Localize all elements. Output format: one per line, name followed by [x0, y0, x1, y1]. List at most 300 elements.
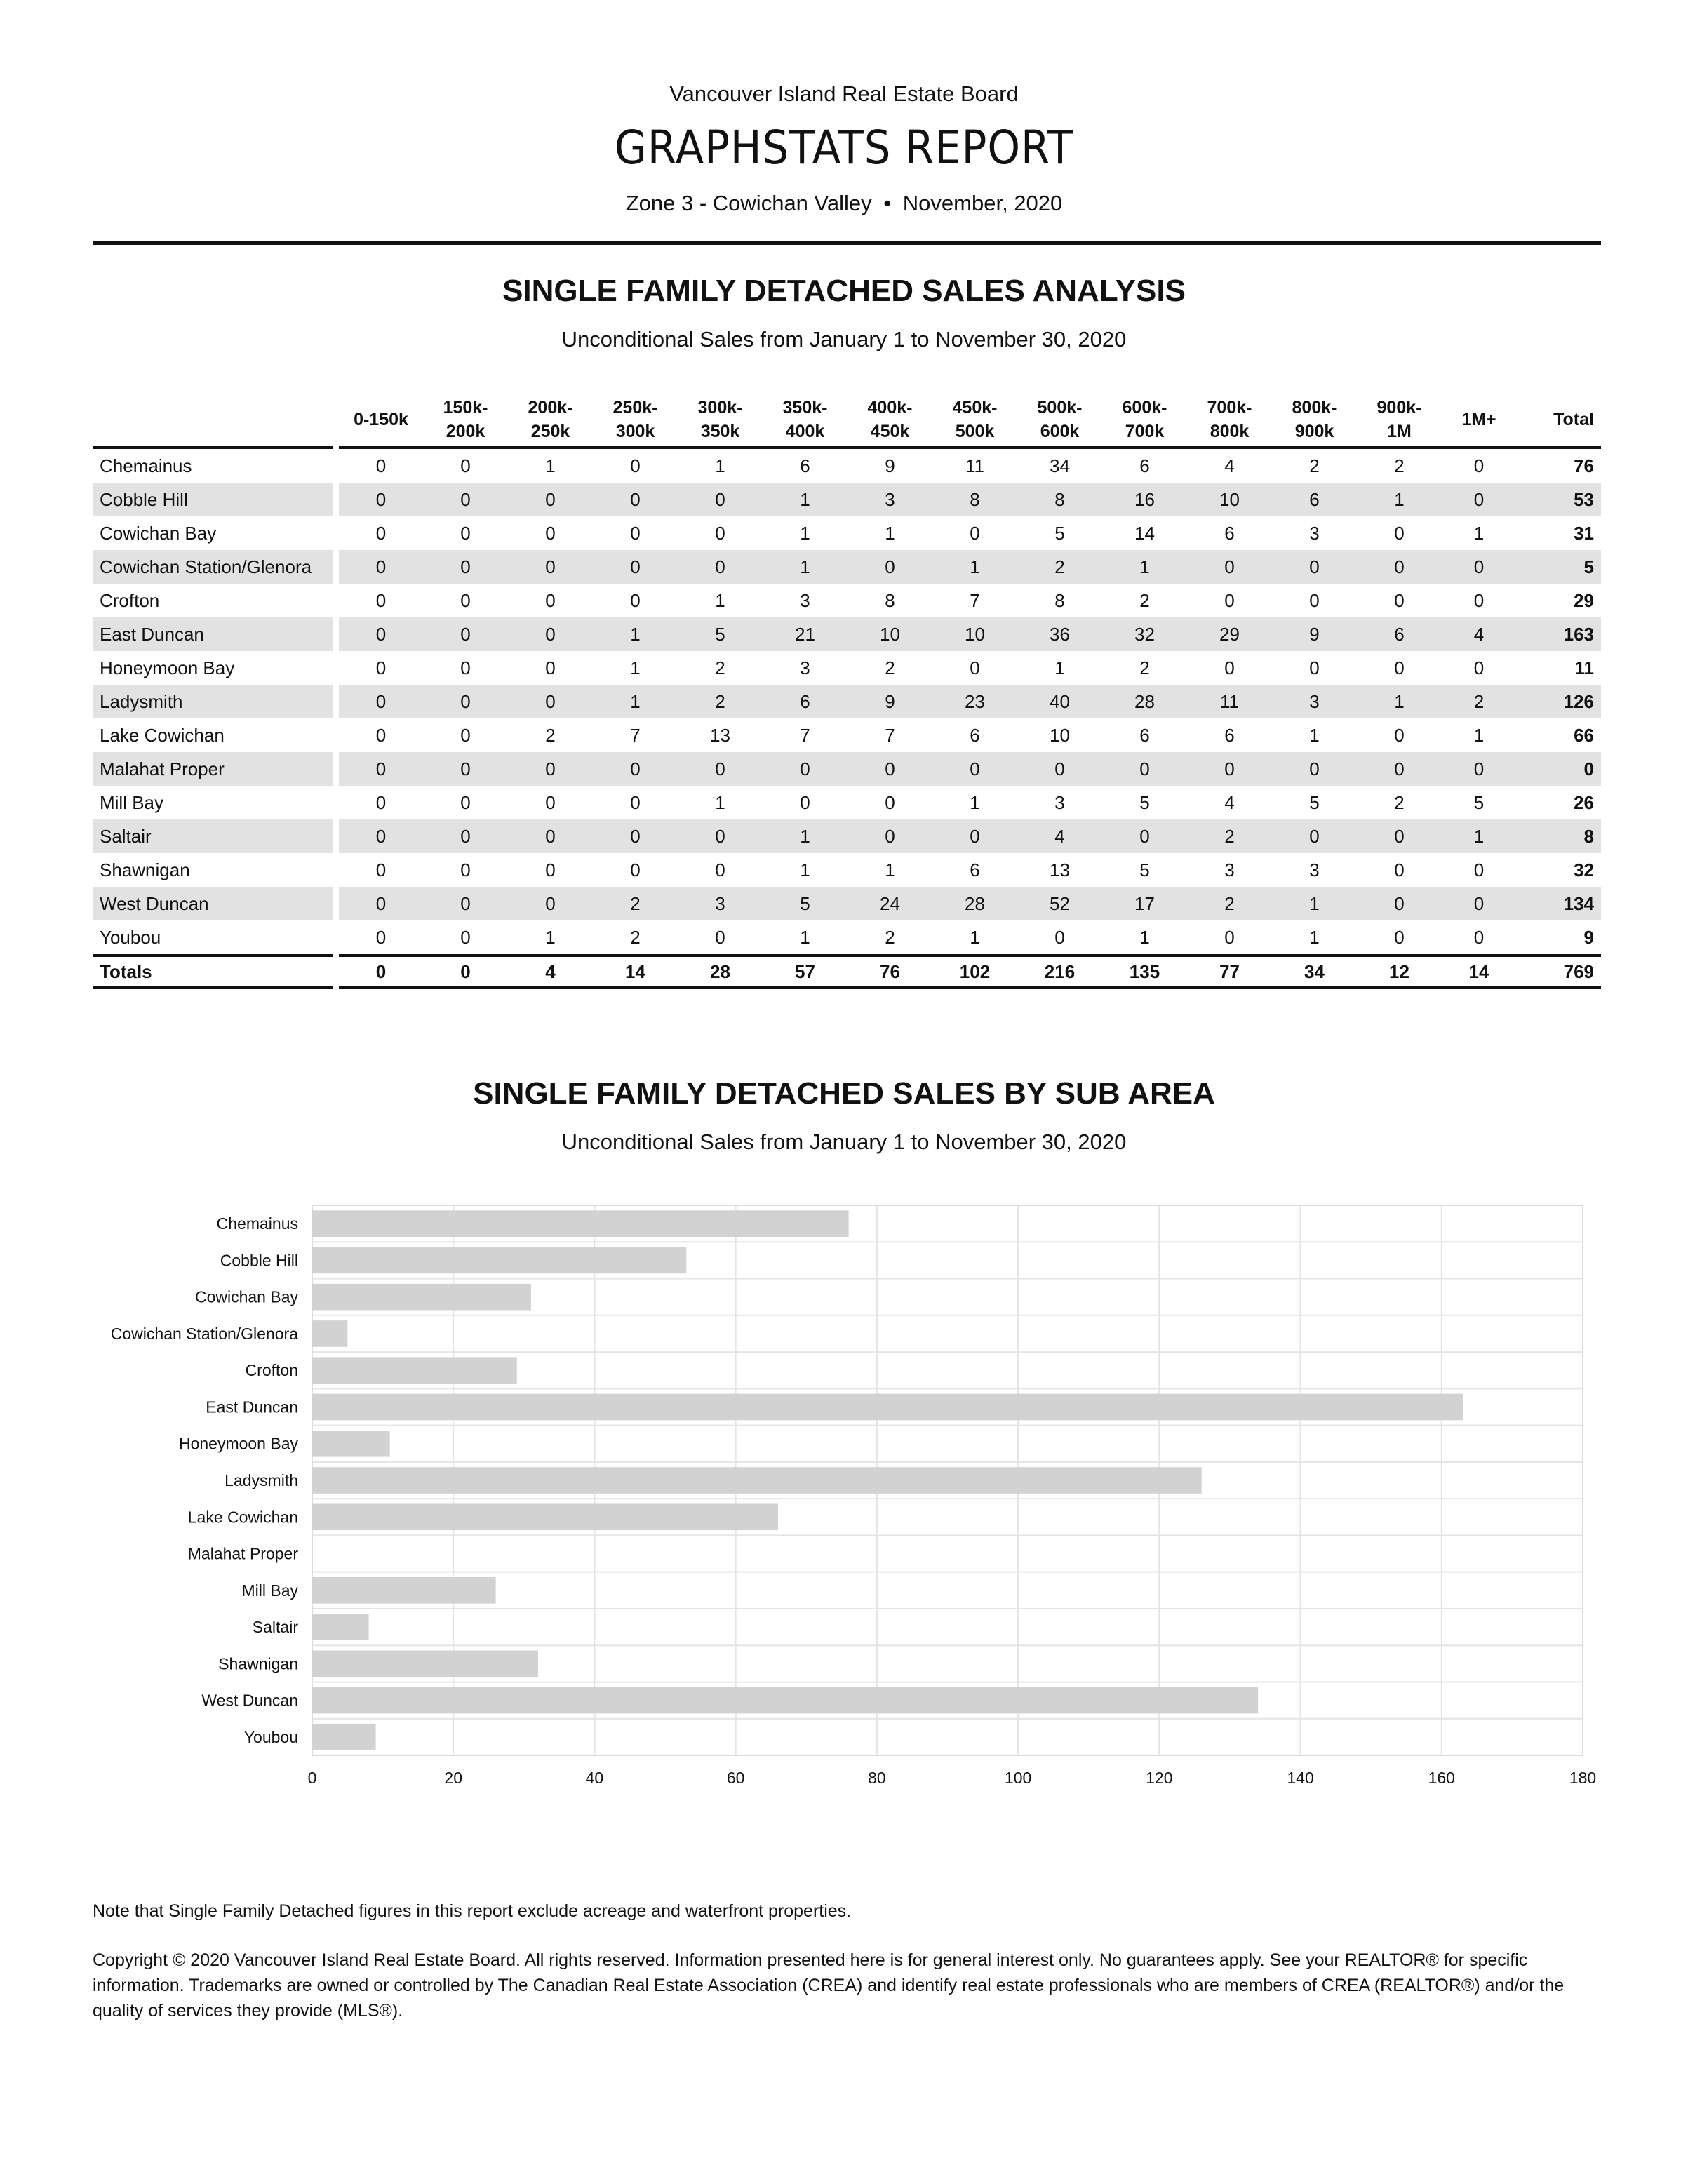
- value-cell: 2: [630, 926, 641, 948]
- value-cell: 0: [715, 522, 725, 544]
- total-cell: 134: [1516, 887, 1601, 920]
- value-cell: 24: [848, 887, 932, 920]
- header-area: [93, 393, 333, 449]
- value-cell: 34: [1050, 455, 1070, 476]
- value-cell: 6: [1139, 455, 1150, 476]
- chart-section-subtitle: Unconditional Sales from January 1 to November 30, 2020: [561, 1130, 1127, 1154]
- column-header-part: 250k: [530, 422, 570, 441]
- value-cell: 4: [1224, 791, 1235, 813]
- value-cell: 0: [375, 791, 387, 813]
- value-cell: 17: [1102, 887, 1187, 920]
- value-cell: 2: [1017, 550, 1102, 584]
- value-cell: 0: [1309, 589, 1320, 611]
- chart-section-title: SINGLE FAMILY DETACHED SALES BY SUB AREA: [473, 1076, 1215, 1111]
- value-cell: 21: [763, 617, 848, 651]
- value-cell: 0: [593, 752, 678, 786]
- sales-analysis-table: [93, 393, 1601, 989]
- value-cell: 0: [1394, 657, 1405, 678]
- column-header-part: 800k-: [1292, 398, 1337, 417]
- category-label: Malahat Proper: [187, 1544, 298, 1563]
- category-label: West Duncan: [201, 1691, 298, 1710]
- column-header-part: 900k: [1294, 422, 1334, 441]
- column-header: [763, 393, 848, 449]
- total-cell: 9: [1583, 926, 1594, 948]
- value-cell: 0: [848, 550, 932, 584]
- value-cell: 0: [1224, 589, 1235, 611]
- table-row: [93, 685, 1601, 718]
- value-cell: 0: [1309, 657, 1320, 678]
- value-cell: 0: [630, 791, 641, 813]
- value-cell: 0: [423, 685, 508, 718]
- gap-cell: [333, 752, 339, 786]
- gap-cell: [333, 685, 339, 718]
- value-cell: 76: [848, 954, 932, 989]
- column-header: [1187, 393, 1272, 449]
- value-cell: 0: [1272, 752, 1357, 786]
- x-tick-label: 20: [444, 1769, 463, 1787]
- total-cell: 126: [1516, 685, 1601, 718]
- zone-period-line: [0, 191, 1688, 216]
- value-cell: 0: [423, 954, 508, 989]
- value-cell: 1: [1309, 926, 1320, 948]
- value-cell: 0: [545, 859, 556, 880]
- value-cell: 0: [339, 685, 423, 718]
- value-cell: 216: [1017, 954, 1102, 989]
- gap-cell: [333, 786, 339, 819]
- column-header-part: 1M: [1387, 422, 1412, 441]
- area-name-cell: Shawnigan: [100, 859, 190, 880]
- value-cell: 1: [593, 617, 678, 651]
- value-cell: 0: [1473, 859, 1485, 880]
- column-header-part: 0-150k: [354, 410, 408, 429]
- value-cell: 8: [1017, 483, 1102, 516]
- value-cell: 0: [970, 522, 980, 544]
- table-row: [93, 853, 1601, 887]
- category-label: Cowichan Bay: [194, 1287, 298, 1306]
- area-name-cell: West Duncan: [93, 887, 333, 920]
- value-cell: 6: [1357, 617, 1442, 651]
- table-section-title: SINGLE FAMILY DETACHED SALES ANALYSIS: [502, 274, 1186, 308]
- value-cell: 135: [1102, 954, 1187, 989]
- value-cell: 0: [678, 550, 763, 584]
- value-cell: 0: [715, 926, 725, 948]
- column-header: [339, 393, 423, 449]
- value-cell: 6: [1139, 724, 1150, 746]
- value-cell: 2: [885, 657, 895, 678]
- value-cell: 7: [800, 724, 810, 746]
- value-cell: 0: [970, 657, 980, 678]
- column-header-part: 800k: [1210, 422, 1250, 441]
- value-cell: 1: [970, 791, 980, 813]
- category-label: Saltair: [252, 1618, 298, 1637]
- category-label: Shawnigan: [218, 1654, 298, 1673]
- value-cell: 0: [1473, 455, 1485, 476]
- value-cell: 1: [1054, 657, 1065, 678]
- gap-cell: [333, 819, 339, 853]
- area-name-cell: Totals: [93, 954, 333, 989]
- value-cell: 0: [1473, 657, 1485, 678]
- area-name-cell: Malahat Proper: [93, 752, 333, 786]
- column-header-part: 400k-: [867, 398, 913, 417]
- value-cell: 8: [932, 483, 1017, 516]
- area-name-cell: Honeymoon Bay: [100, 657, 235, 678]
- value-cell: 1: [885, 859, 895, 880]
- column-header: [678, 393, 763, 449]
- value-cell: 1: [545, 926, 556, 948]
- value-cell: 12: [1357, 954, 1442, 989]
- value-cell: 0: [423, 483, 508, 516]
- category-label: Ladysmith: [225, 1471, 298, 1489]
- column-header: [848, 393, 932, 449]
- value-cell: 1: [800, 522, 810, 544]
- value-cell: 57: [763, 954, 848, 989]
- total-cell: 11: [1574, 657, 1594, 678]
- value-cell: 3: [800, 589, 810, 611]
- value-cell: 0: [1442, 483, 1516, 516]
- table-row: [93, 752, 1601, 786]
- value-cell: 9: [1272, 617, 1357, 651]
- value-cell: 6: [800, 455, 810, 476]
- column-header-part: 700k: [1125, 422, 1165, 441]
- value-cell: 3: [1309, 859, 1320, 880]
- value-cell: 5: [1139, 859, 1150, 880]
- value-cell: 0: [763, 752, 848, 786]
- value-cell: 28: [1102, 685, 1187, 718]
- value-cell: 0: [630, 859, 641, 880]
- value-cell: 0: [1394, 522, 1405, 544]
- value-cell: 0: [1394, 724, 1405, 746]
- column-header-part: 400k: [785, 422, 825, 441]
- value-cell: 36: [1017, 617, 1102, 651]
- value-cell: 0: [460, 589, 471, 611]
- value-cell: 1: [1473, 522, 1485, 544]
- value-cell: 2: [1394, 791, 1405, 813]
- value-cell: 0: [339, 550, 423, 584]
- value-cell: 10: [1187, 483, 1272, 516]
- value-cell: 1: [763, 483, 848, 516]
- value-cell: 0: [1357, 752, 1442, 786]
- total-cell: 53: [1516, 483, 1601, 516]
- gap-cell: [333, 853, 339, 887]
- column-header: [1357, 393, 1442, 449]
- value-cell: 0: [339, 954, 423, 989]
- column-header-part: 200k: [446, 422, 485, 441]
- footnote: Note that Single Family Detached figures in this report exclude acreage and waterfront properties.: [93, 1901, 852, 1921]
- value-cell: 6: [763, 685, 848, 718]
- value-cell: 0: [1442, 887, 1516, 920]
- column-header-part: Total: [1553, 410, 1594, 429]
- area-name-cell: Cobble Hill: [93, 483, 333, 516]
- column-header-part: 600k-: [1122, 398, 1167, 417]
- copyright-notice: Copyright © 2020 Vancouver Island Real Estate Board. All rights reserved. Information presented here is for general interest only. No guarantees apply. See your REALTOR® for specific information. Trademarks are owned or controlled by The Canadian Real Estate Association (CREA) and identify real estate professionals who are members of CREA (REALTOR®) and/or the quality of services they provide (MLS®).: [93, 1950, 1565, 2021]
- value-cell: 0: [423, 617, 508, 651]
- value-cell: 8: [1054, 589, 1065, 611]
- value-cell: 0: [1224, 926, 1235, 948]
- column-header-part: 300k-: [697, 398, 743, 417]
- value-cell: 28: [678, 954, 763, 989]
- value-cell: 2: [1394, 455, 1405, 476]
- value-cell: 3: [1224, 859, 1235, 880]
- total-cell: 29: [1574, 589, 1594, 611]
- value-cell: 7: [885, 724, 895, 746]
- value-cell: 0: [508, 483, 593, 516]
- value-cell: 0: [375, 859, 387, 880]
- value-cell: 5: [678, 617, 763, 651]
- value-cell: 0: [423, 752, 508, 786]
- table-row: [93, 819, 1601, 853]
- table-row: [93, 550, 1601, 584]
- table-section-subtitle: Unconditional Sales from January 1 to November 30, 2020: [561, 327, 1127, 351]
- total-cell: 8: [1516, 819, 1601, 853]
- value-cell: 0: [1054, 926, 1065, 948]
- value-cell: 0: [339, 752, 423, 786]
- value-cell: 0: [1102, 752, 1187, 786]
- value-cell: 0: [1357, 819, 1442, 853]
- bar-chemainus: [312, 1210, 849, 1237]
- value-cell: 2: [593, 887, 678, 920]
- value-cell: 1: [885, 522, 895, 544]
- value-cell: 0: [460, 926, 471, 948]
- value-cell: 0: [1394, 859, 1405, 880]
- value-cell: 34: [1272, 954, 1357, 989]
- value-cell: 1: [763, 550, 848, 584]
- category-label: Cobble Hill: [220, 1251, 298, 1270]
- table-row: [93, 718, 1601, 752]
- separator-dot: •: [883, 191, 892, 215]
- bar-cobble-hill: [312, 1247, 686, 1274]
- value-cell: 0: [375, 724, 387, 746]
- report-title: GRAPHSTATS REPORT: [614, 121, 1074, 175]
- column-header: [1516, 393, 1601, 449]
- gap-cell: [333, 651, 339, 685]
- value-cell: 1: [1357, 685, 1442, 718]
- x-tick-label: 0: [307, 1769, 317, 1787]
- gap-cell: [333, 516, 339, 550]
- x-tick-label: 100: [1004, 1769, 1032, 1787]
- value-cell: 13: [710, 724, 730, 746]
- value-cell: 2: [1442, 685, 1516, 718]
- value-cell: 0: [1394, 926, 1405, 948]
- value-cell: 0: [508, 617, 593, 651]
- value-cell: 0: [1357, 887, 1442, 920]
- totals-row: [93, 954, 1601, 989]
- column-header-part: 700k-: [1207, 398, 1252, 417]
- value-cell: 1: [970, 926, 980, 948]
- value-cell: 40: [1017, 685, 1102, 718]
- bar-youbou: [312, 1724, 376, 1750]
- value-cell: 0: [848, 752, 932, 786]
- value-cell: 102: [932, 954, 1017, 989]
- table-row: [93, 516, 1601, 550]
- value-cell: 0: [630, 455, 641, 476]
- table-row: [93, 449, 1601, 483]
- value-cell: 0: [1187, 550, 1272, 584]
- column-header: [932, 393, 1017, 449]
- value-cell: 0: [1224, 657, 1235, 678]
- value-cell: 0: [545, 657, 556, 678]
- value-cell: 6: [970, 859, 980, 880]
- bar-saltair: [312, 1614, 368, 1640]
- area-name-cell: Cowichan Bay: [100, 522, 217, 544]
- value-cell: 16: [1102, 483, 1187, 516]
- x-tick-label: 160: [1428, 1769, 1455, 1787]
- area-name-cell: Cowichan Station/Glenora: [93, 550, 333, 584]
- value-cell: 0: [1442, 550, 1516, 584]
- value-cell: 0: [932, 752, 1017, 786]
- value-cell: 0: [1187, 752, 1272, 786]
- value-cell: 0: [508, 752, 593, 786]
- value-cell: 52: [1017, 887, 1102, 920]
- value-cell: 1: [1139, 926, 1150, 948]
- value-cell: 7: [970, 589, 980, 611]
- bar-lake-cowichan: [312, 1503, 778, 1530]
- bar-shawnigan: [312, 1651, 538, 1677]
- value-cell: 0: [630, 522, 641, 544]
- value-cell: 6: [1224, 522, 1235, 544]
- bar-east-duncan: [312, 1394, 1463, 1421]
- value-cell: 10: [932, 617, 1017, 651]
- value-cell: 0: [339, 819, 423, 853]
- value-cell: 3: [848, 483, 932, 516]
- total-cell: 31: [1574, 522, 1594, 544]
- value-cell: 0: [375, 657, 387, 678]
- column-header-part: 500k-: [1037, 398, 1083, 417]
- value-cell: 0: [885, 791, 895, 813]
- header-rule: [93, 241, 1601, 245]
- value-cell: 8: [885, 589, 895, 611]
- value-cell: 0: [1272, 819, 1357, 853]
- column-header-part: 450k-: [952, 398, 998, 417]
- table-row: [93, 617, 1601, 651]
- value-cell: 6: [970, 724, 980, 746]
- value-cell: 5: [1473, 791, 1485, 813]
- column-header-part: 200k-: [528, 398, 573, 417]
- value-cell: 5: [763, 887, 848, 920]
- gap-cell: [333, 617, 339, 651]
- value-cell: 77: [1187, 954, 1272, 989]
- value-cell: 0: [423, 819, 508, 853]
- value-cell: 3: [1309, 522, 1320, 544]
- value-cell: 1: [630, 657, 641, 678]
- value-cell: 1: [932, 550, 1017, 584]
- value-cell: 0: [593, 550, 678, 584]
- bar-cowichan-station-glenora: [312, 1320, 347, 1347]
- table-row: [93, 483, 1601, 516]
- column-header: [1442, 393, 1516, 449]
- value-cell: 1: [763, 819, 848, 853]
- column-header-part: 600k: [1040, 422, 1080, 441]
- value-cell: 4: [508, 954, 593, 989]
- value-cell: 11: [965, 455, 984, 476]
- value-cell: 1: [1272, 887, 1357, 920]
- table-row: [93, 920, 1601, 954]
- total-cell: 76: [1574, 455, 1594, 476]
- column-header: [1017, 393, 1102, 449]
- x-tick-label: 120: [1146, 1769, 1173, 1787]
- bar-honeymoon-bay: [312, 1431, 390, 1457]
- value-cell: 0: [375, 926, 387, 948]
- table-row: [93, 651, 1601, 685]
- value-cell: 6: [1224, 724, 1235, 746]
- column-header: [593, 393, 678, 449]
- value-cell: 9: [885, 455, 895, 476]
- value-cell: 13: [1050, 859, 1070, 880]
- value-cell: 0: [339, 617, 423, 651]
- value-cell: 0: [932, 819, 1017, 853]
- value-cell: 1: [715, 455, 725, 476]
- value-cell: 7: [630, 724, 641, 746]
- value-cell: 0: [423, 887, 508, 920]
- value-cell: 1: [1102, 550, 1187, 584]
- area-name-cell: Crofton: [100, 589, 160, 611]
- bar-crofton: [312, 1357, 517, 1384]
- area-name-cell: Lake Cowichan: [100, 724, 225, 746]
- value-cell: 5: [1309, 791, 1320, 813]
- area-name-cell: Mill Bay: [100, 791, 164, 813]
- x-tick-label: 40: [585, 1769, 604, 1787]
- value-cell: 4: [1224, 455, 1235, 476]
- value-cell: 0: [1473, 589, 1485, 611]
- value-cell: 1: [800, 926, 810, 948]
- x-tick-label: 80: [868, 1769, 886, 1787]
- value-cell: 1: [593, 685, 678, 718]
- column-header: [508, 393, 593, 449]
- category-label: East Duncan: [206, 1398, 298, 1416]
- zone-label: Zone 3 - Cowichan Valley: [625, 191, 872, 215]
- table-row: [93, 887, 1601, 920]
- value-cell: 2: [1139, 589, 1150, 611]
- column-header-part: 450k: [870, 422, 910, 441]
- value-cell: 2: [885, 926, 895, 948]
- gap-cell: [333, 954, 339, 989]
- value-cell: 0: [678, 819, 763, 853]
- total-cell: 66: [1574, 724, 1594, 746]
- table-row: [93, 584, 1601, 617]
- value-cell: 0: [678, 752, 763, 786]
- value-cell: 0: [1017, 752, 1102, 786]
- value-cell: 0: [1394, 589, 1405, 611]
- category-label: Cowichan Station/Glenora: [110, 1324, 298, 1343]
- value-cell: 6: [1272, 483, 1357, 516]
- value-cell: 1: [800, 859, 810, 880]
- period-label: November, 2020: [902, 191, 1063, 215]
- area-name-cell: East Duncan: [93, 617, 333, 651]
- gap-cell: [333, 718, 339, 752]
- area-name-cell: Chemainus: [100, 455, 192, 476]
- value-cell: 4: [1442, 617, 1516, 651]
- bar-mill-bay: [312, 1577, 496, 1604]
- area-name-cell: Youbou: [100, 926, 161, 948]
- value-cell: 0: [545, 522, 556, 544]
- value-cell: 0: [375, 522, 387, 544]
- total-cell: 5: [1516, 550, 1601, 584]
- value-cell: 29: [1187, 617, 1272, 651]
- gap-cell: [333, 887, 339, 920]
- value-cell: 0: [460, 455, 471, 476]
- value-cell: 0: [508, 887, 593, 920]
- value-cell: 9: [848, 685, 932, 718]
- bar-cowichan-bay: [312, 1284, 531, 1311]
- value-cell: 1: [715, 589, 725, 611]
- value-cell: 14: [1442, 954, 1516, 989]
- category-label: Lake Cowichan: [187, 1508, 298, 1527]
- value-cell: 3: [1054, 791, 1065, 813]
- total-cell: 26: [1574, 791, 1594, 813]
- value-cell: 4: [1017, 819, 1102, 853]
- value-cell: 0: [715, 859, 725, 880]
- value-cell: 1: [715, 791, 725, 813]
- x-tick-label: 180: [1569, 1769, 1597, 1787]
